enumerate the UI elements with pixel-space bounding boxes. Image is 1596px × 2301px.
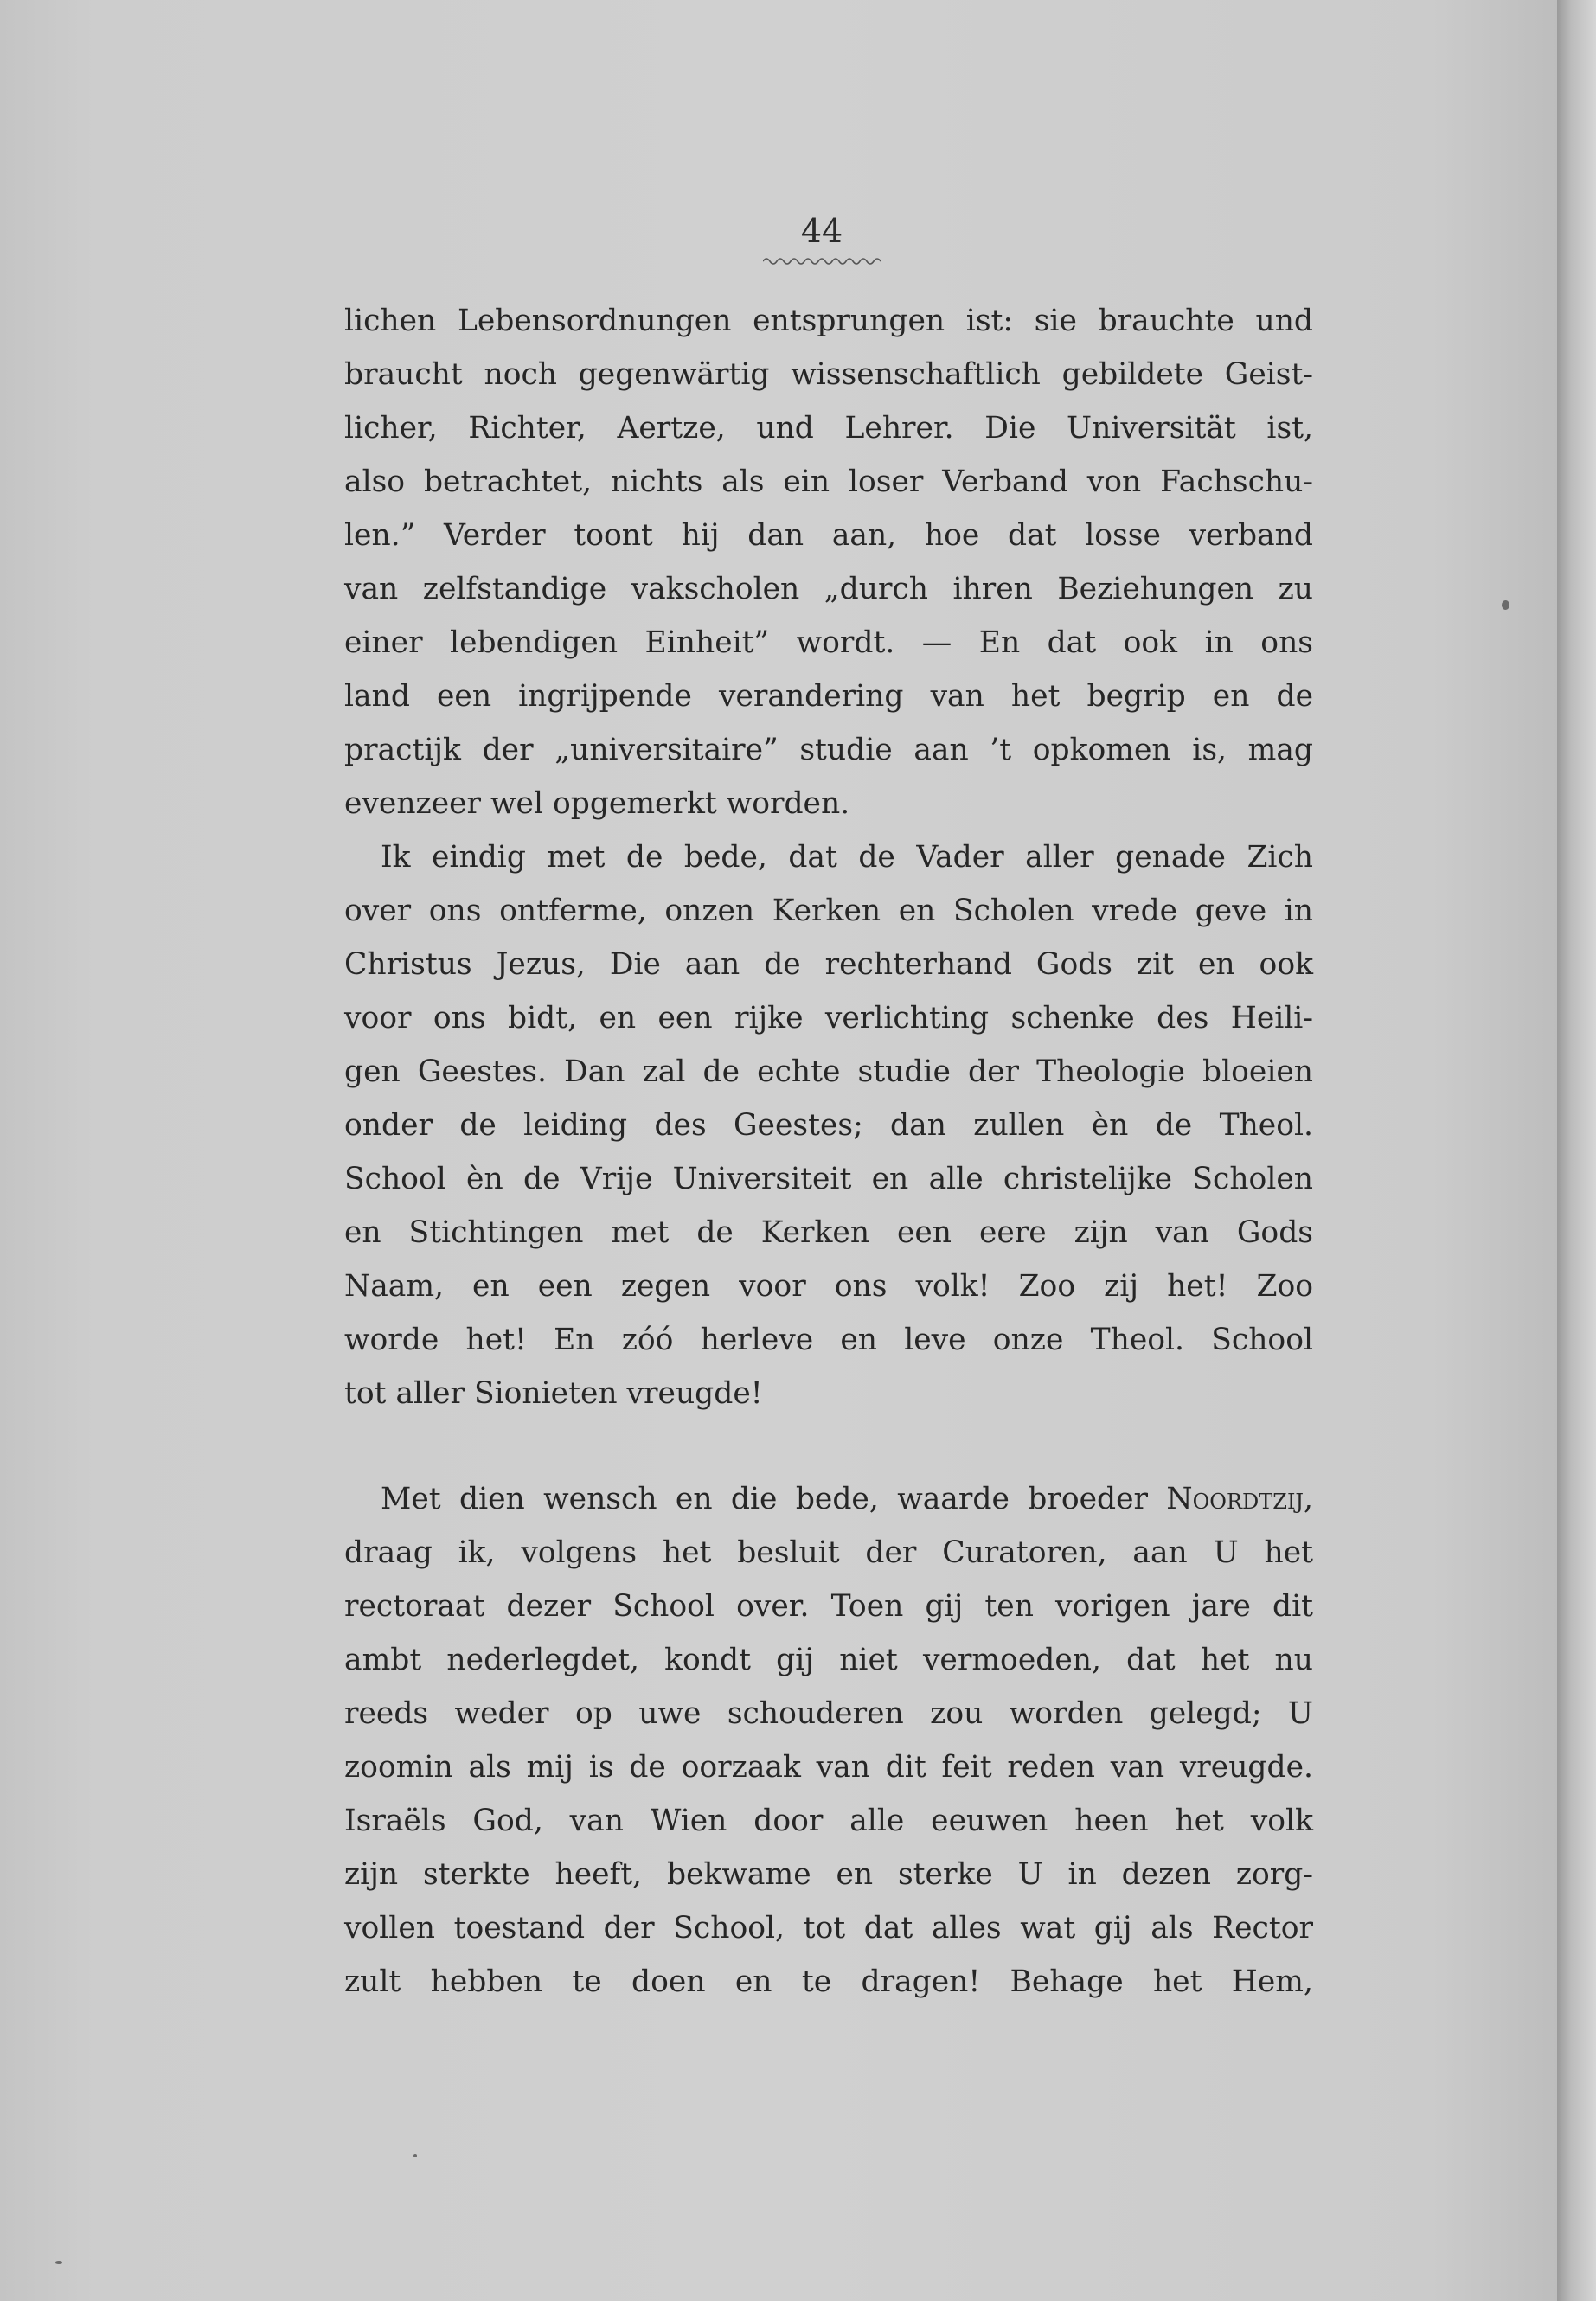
text-line: zult hebben te doen en te dragen! Behage het Hem, [344,1965,1313,1999]
text-line: over ons ontferme, onzen Kerken en Scholen vrede geve in [344,894,1313,928]
text-line: Christus Jezus, Die aan de rechterhand Gods zit en ook [344,947,1313,982]
page-edge [1557,0,1596,2301]
text-line [381,1472,1313,1526]
text-line: ambt nederlegdet, kondt gij niet vermoeden, dat het nu [344,1643,1313,1677]
text-line: School èn de Vrije Universiteit en alle christelijke Scholen [344,1162,1313,1196]
text-line: rectoraat dezer School over. Toen gij ten vorigen jare dit [344,1589,1313,1624]
text-line: len.” Verder toont hij dan aan, hoe dat losse verband [344,518,1313,553]
text-line: voor ons bidt, en een rijke verlichting schenke des Heili- [344,1001,1313,1035]
text-line: gen Geestes. Dan zal de echte studie der Theologie bloeien [344,1054,1313,1089]
text-line: braucht noch gegenwärtig wissenschaftlich gebildete Geist- [344,357,1313,392]
text-line: van zelfstandige vakscholen „durch ihren Beziehungen zu [344,572,1313,606]
text-line: tot aller Sionieten vreugde! [344,1376,763,1411]
text-line: vollen toestand der School, tot dat alles wat gij als Rector [344,1911,1313,1945]
paper-speck [55,2261,62,2264]
text-line: Israëls God, van Wien door alle eeuwen heen het volk [344,1804,1313,1838]
text-line: lichen Lebensordnungen entsprungen ist: sie brauchte und [344,304,1313,338]
page-number: 44 [800,212,843,250]
text-line: worde het! En zóó herleve en leve onze Theol. School [344,1323,1313,1357]
person-name: Noordtzij, [1166,1482,1314,1516]
paper-speck [413,2154,417,2157]
text-line: reeds weder op uwe schouderen zou worden gelegd; U [344,1696,1313,1731]
text-line: zijn sterkte heeft, bekwame en sterke U in dezen zorg- [344,1857,1313,1892]
page-number-ornament [763,256,881,266]
paper-speck [1502,600,1509,610]
text-line: einer lebendigen Einheit” wordt. — En dat ook in ons [344,625,1313,660]
text-line: Naam, en een zegen voor ons volk! Zoo zij het! Zoo [344,1269,1313,1304]
text-line: also betrachtet, nichts als ein loser Verband von Fachschu- [344,465,1313,499]
text-line: evenzeer wel opgemerkt worden. [344,786,850,821]
text-line: practijk der „universitaire” studie aan ’t opkomen is, mag [344,733,1313,767]
text-run: Met dien wensch en die bede, waarde broeder [381,1482,1149,1516]
text-line: draag ik, volgens het besluit der Curatoren, aan U het [344,1535,1313,1570]
text-line: en Stichtingen met de Kerken een eere zijn van Gods [344,1215,1313,1250]
text-line: land een ingrijpende verandering van het begrip en de [344,679,1313,714]
text-line: licher, Richter, Aertze, und Lehrer. Die Universität ist, [344,411,1313,445]
text-line: onder de leiding des Geestes; dan zullen èn de Theol. [344,1108,1313,1143]
text-line: zoomin als mij is de oorzaak van dit feit reden van vreugde. [344,1750,1313,1785]
text-line: Ik eindig met de bede, dat de Vader aller genade Zich [381,840,1313,875]
